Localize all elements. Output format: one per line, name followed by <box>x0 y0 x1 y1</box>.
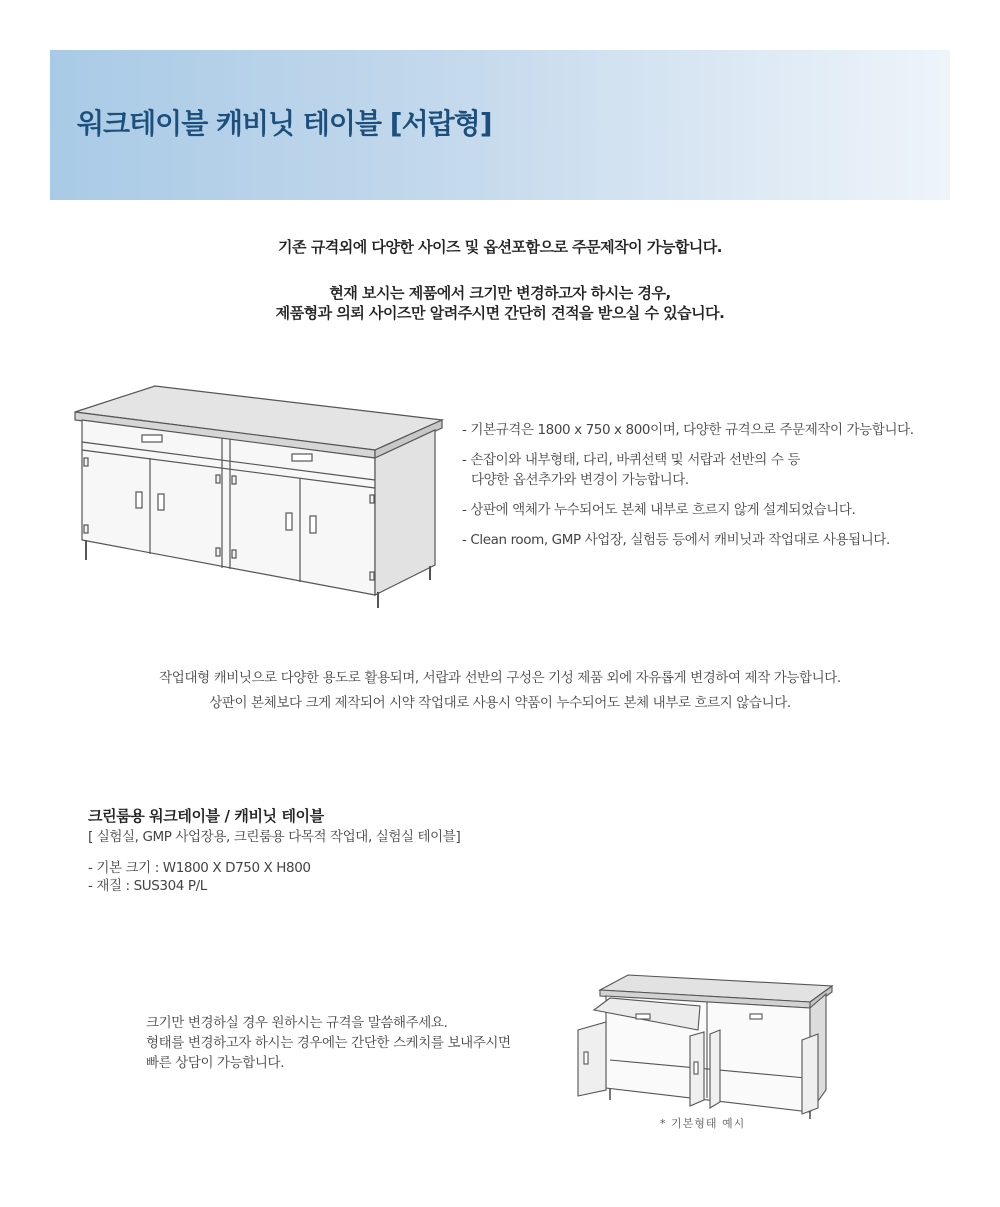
feature-item: - 손잡이와 내부형태, 다리, 바퀴선택 및 서랍과 선반의 수 등 다양한 옵션추가와 변경이 가능합니다. <box>462 452 801 488</box>
header-banner <box>50 50 950 200</box>
intro-line-1: 기존 규격외에 다양한 사이즈 및 옵션포함으로 주문제작이 가능합니다. <box>278 238 722 256</box>
feature-list <box>462 420 982 560</box>
intro-line-3: 제품형과 의뢰 사이즈만 알려주시면 간단히 견적을 받으실 수 있습니다. <box>275 304 725 322</box>
spec-title: 크린룸용 워크테이블 / 캐비닛 테이블 <box>88 807 324 825</box>
spec-block <box>88 805 588 895</box>
feature-item: - 기본규격은 1800 x 750 x 800이며, 다양한 규격으로 주문제작이 가능합니다. <box>462 422 914 438</box>
feature-item: - Clean room, GMP 사업장, 실험등 등에서 캐비닛과 작업대로 사용됩니다. <box>462 532 890 548</box>
spec-size: - 기본 크기 : W1800 X D750 X H800 <box>88 860 311 876</box>
intro-line-2: 현재 보시는 제품에서 크기만 변경하고자 하시는 경우, <box>329 284 671 302</box>
cabinet-table-open-illustration <box>570 970 835 1120</box>
description-line-2: 상판이 본체보다 크게 제작되어 시약 작업대로 사용시 약품이 누수되어도 본체 내부로 흐르지 않습니다. <box>209 695 791 711</box>
spec-material: - 재질 : SUS304 P/L <box>88 878 207 894</box>
order-note: 크기만 변경하실 경우 원하시는 규격을 말씀해주세요. 형태를 변경하고자 하시는 경우에는 간단한 스케치를 보내주시면 빠른 상담이 가능합니다. <box>146 1015 511 1071</box>
page-title: 워크테이블 캐비닛 테이블 [서랍형] <box>77 107 492 140</box>
spec-subtitle: [ 실험실, GMP 사업장용, 크린룸용 다목적 작업대, 실험실 테이블] <box>88 829 461 845</box>
illustration-caption: * 기본형태 예시 <box>660 1117 746 1130</box>
description-line-1: 작업대형 캐비닛으로 다양한 용도로 활용되며, 서랍과 선반의 구성은 기성 제품 외에 자유롭게 변경하여 제작 가능합니다. <box>159 670 841 686</box>
feature-item: - 상판에 액체가 누수되어도 본체 내부로 흐르지 않게 설계되었습니다. <box>462 502 856 518</box>
cabinet-table-closed-illustration <box>70 380 450 615</box>
